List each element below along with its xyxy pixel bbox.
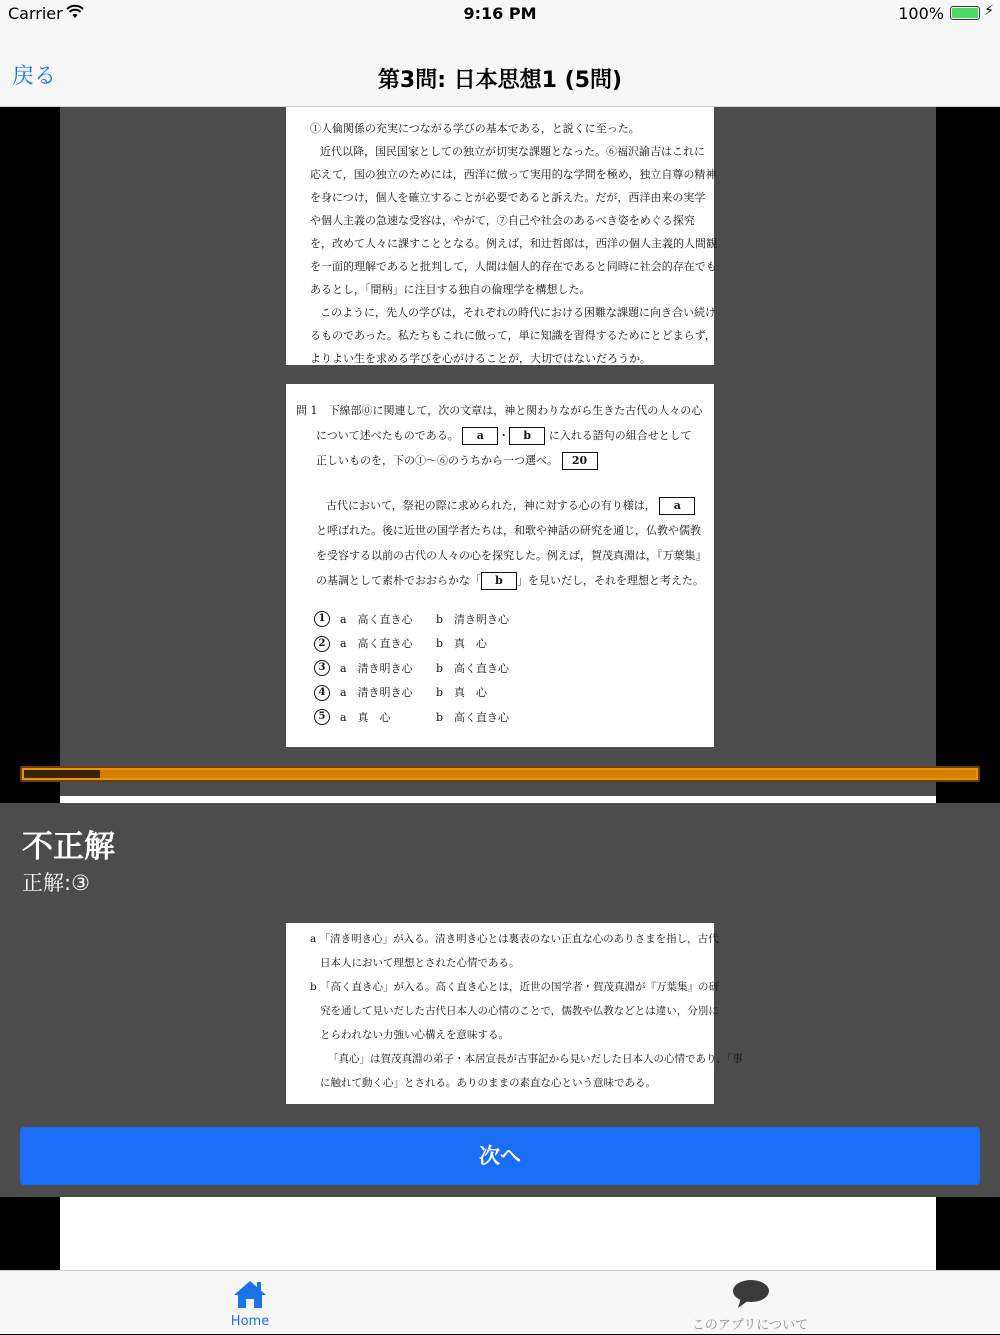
charging-icon: ⚡ [984, 3, 994, 19]
back-button[interactable]: 戻る [12, 64, 57, 89]
choice-number: 4 [314, 685, 330, 701]
passage-line: を，改めて人々に課すこととなる。例えば，和辻哲郎は，西洋の個人主義的人間観 [310, 237, 717, 250]
explanation-line: b 「高く直き心」が入る。高く直き心とは，近世の国学者・賀茂真淵が『万葉集』の研 [310, 981, 720, 993]
next-button[interactable]: 次へ [20, 1127, 980, 1185]
speech-bubble-icon [732, 1279, 770, 1309]
carrier-label: Carrier [8, 4, 63, 23]
battery-icon [950, 6, 980, 20]
house-icon [232, 1279, 268, 1309]
choice-5: 5 a 真 心 b 高く直き心 [296, 705, 704, 730]
choice-4: 4 a 清き明き心 b 真 心 [296, 681, 704, 706]
progress-fill [24, 770, 100, 778]
explanation-line: 究を通して見いだした古代日本人の心情のことで，儒教や仏教などとは違い，分別に [320, 1005, 719, 1017]
result-verdict: 不正解 [22, 829, 115, 865]
question-passage: を受容する以前の古代の人々の心を探究した。例えば，賀茂真淵は，『万葉集』 [316, 549, 707, 562]
question-image [286, 384, 714, 747]
question-stem: 問 1 下線部⓪に関連して，次の文章は，神と関わりながら生きた古代の人々の心 [296, 404, 703, 417]
correct-answer: 正解:③ [22, 871, 90, 895]
tab-home[interactable] [150, 1271, 350, 1335]
explanation-line: に触れて動く心」とされる。ありのままの素直な心という意味である。 [320, 1077, 656, 1089]
explanation-line: とらわれない力強い心構えを意味する。 [320, 1029, 509, 1041]
choice-1: 1 a 高く直き心 b 清き明き心 [296, 607, 704, 632]
tab-about[interactable] [650, 1271, 850, 1335]
blank-b-box: b [509, 427, 545, 445]
divider [60, 796, 936, 803]
tab-about-label: このアプリについて [691, 1318, 809, 1333]
page-footer-area [60, 1197, 936, 1270]
clock: 9:16 PM [463, 4, 537, 23]
question-passage: の基調として素朴でおおらかな「 b 」を見いだし，それを理想と考えた。 [296, 568, 704, 593]
tab-bar [0, 1270, 1000, 1334]
quiz-progress-bar [20, 766, 980, 782]
passage-line: るものであった。私たちもこれに倣って，単に知識を習得するためにとどまらず， [310, 329, 716, 342]
choice-number: 1 [314, 611, 330, 627]
passage-line: あるとし，「間柄」に注目する独自の倫理学を構想した。 [310, 283, 591, 296]
passage-line: を身につけ，個人を確立することが必要であると訴えた。だが，西洋由来の実学 [310, 191, 706, 204]
choice-2: 2 a 高く直き心 b 真 心 [296, 632, 704, 657]
choice-number: 5 [314, 709, 330, 725]
passage-line: を一面的理解であると批判して，人間は個人的存在であると同時に社会的存在でも [310, 260, 717, 273]
answer-number-box: 20 [562, 452, 598, 470]
explanation-line: a 「清き明き心」が入る。清き明き心とは裏表のない正直な心のありさまを指し，古代 [310, 933, 719, 945]
navigation-bar [0, 27, 1000, 107]
choice-number: 3 [314, 660, 330, 676]
page-title: 第3問: 日本思想1 (5問) [377, 68, 623, 93]
content-area[interactable] [0, 107, 1000, 1270]
blank-b-box: b [481, 572, 517, 590]
battery-percent: 100% [898, 4, 944, 23]
passage-image [286, 107, 717, 365]
explanation-line: 日本人において理想とされた心情である。 [320, 957, 520, 969]
passage-line: 近代以降，国民国家としての独立が切実な課題となった。⑥福沢諭吉はこれに [320, 145, 705, 158]
passage-line: や個人主義の急速な受容は，やがて，⑦自己や社会のあるべき姿をめぐる探究 [310, 214, 695, 227]
status-bar [0, 0, 1000, 27]
explanation-line: 「真心」は賀茂真淵の弟子・本居宣長が古事記から見いだした日本人の心情であり，「事 [328, 1053, 743, 1065]
passage-line: ①人倫関係の充実につながる学びの基本である，と説くに至った。 [310, 122, 640, 135]
choice-3: 3 a 清き明き心 b 高く直き心 [296, 656, 704, 681]
passage-line: 応えて，国の独立のためには，西洋に倣って実用的な学問を極め，独立自尊の精神 [310, 168, 717, 181]
question-stem: 正しいものを，下の①～⑥のうちから一つ選べ。 20 [296, 448, 704, 473]
question-stem: について述べたものである。 a ・ b に入れる語句の組合せとして [296, 423, 704, 448]
question-passage: と呼ばれた。後に近世の国学者たちは，和歌や神話の研究を通じ，仏教や儒教 [316, 524, 701, 537]
passage-line: このように，先人の学びは，それぞれの時代における困難な課題に向き合い続け [320, 306, 716, 319]
tab-home-label: Home [230, 1314, 270, 1329]
question-passage: 古代において，祭祀の際に求められた，神に対する心の有り様は， a [296, 493, 704, 518]
explanation-image [286, 923, 743, 1104]
blank-a-box: a [462, 427, 498, 445]
passage-line: よりよい生を求める学びを心がけることが，大切ではないだろうか。 [310, 352, 651, 365]
blank-a-box: a [659, 497, 695, 515]
choice-number: 2 [314, 636, 330, 652]
result-panel [0, 803, 1000, 1197]
